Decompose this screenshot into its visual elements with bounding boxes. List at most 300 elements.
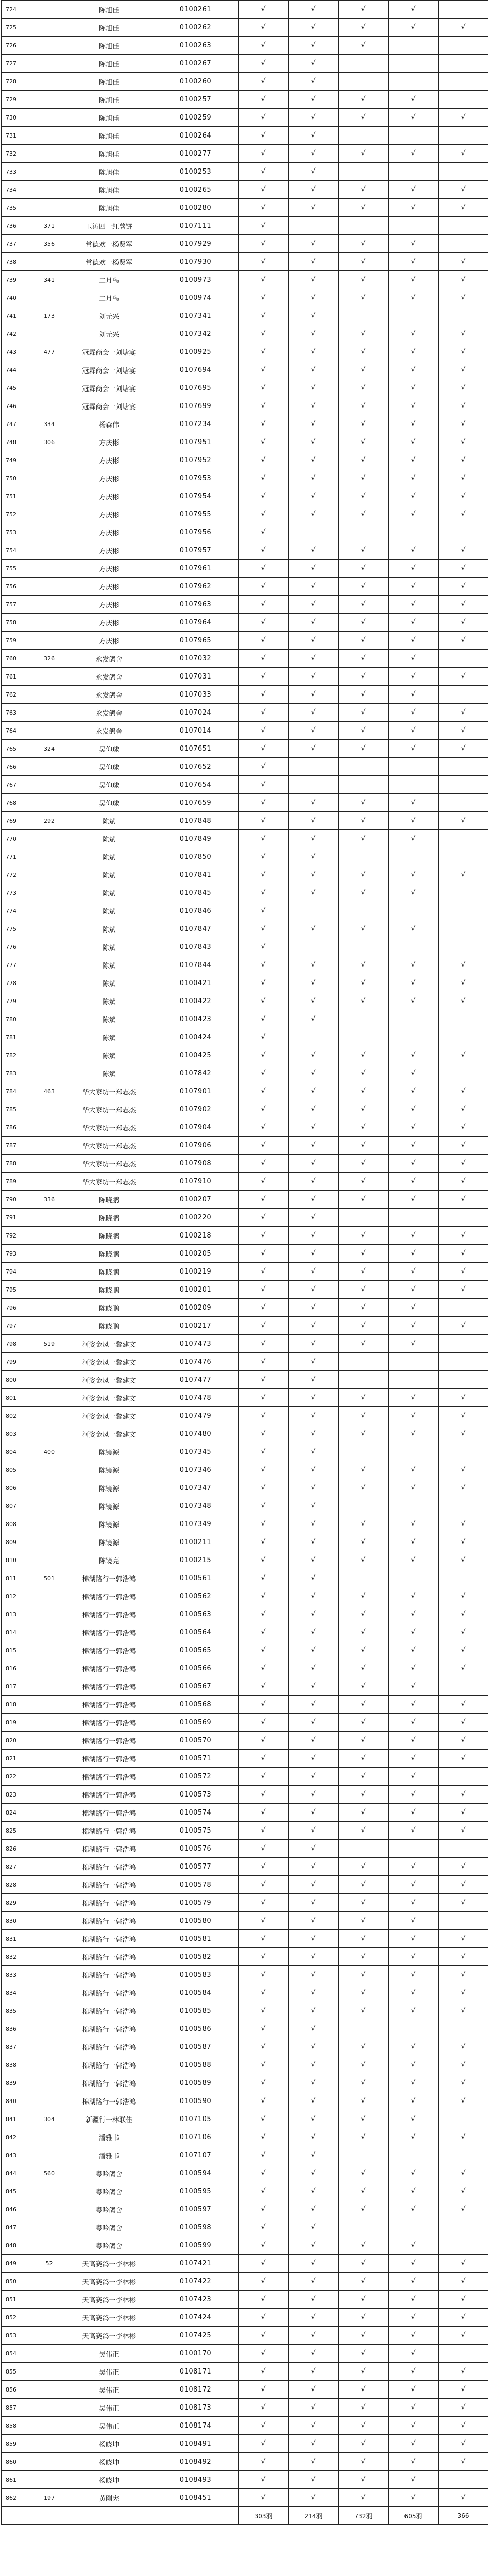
table-row bbox=[2, 2092, 488, 2110]
check-mark-cell: √ bbox=[289, 145, 339, 163]
check-mark-cell bbox=[339, 1443, 389, 1461]
check-mark-cell: √ bbox=[439, 1894, 488, 1912]
table-row bbox=[2, 2345, 488, 2363]
row-number: 747 bbox=[2, 415, 33, 433]
row-number: 788 bbox=[2, 1155, 33, 1173]
table-row bbox=[2, 1100, 488, 1118]
owner-name: 陈镜源 bbox=[65, 1461, 153, 1479]
row-number: 831 bbox=[2, 1930, 33, 1948]
check-mark-cell: √ bbox=[389, 920, 439, 938]
check-mark-cell: √ bbox=[389, 2200, 439, 2218]
ring-code: 0100573 bbox=[153, 1786, 239, 1804]
check-mark-cell: √ bbox=[289, 1173, 339, 1191]
check-mark-cell: √ bbox=[289, 1371, 339, 1389]
check-mark-cell: √ bbox=[239, 794, 289, 812]
check-mark-cell: √ bbox=[289, 1930, 339, 1948]
ring-code: 0107961 bbox=[153, 560, 239, 578]
owner-name: 方庆彬 bbox=[65, 541, 153, 560]
check-mark-cell: √ bbox=[439, 2381, 488, 2399]
check-mark-cell: √ bbox=[289, 2381, 339, 2399]
table-row bbox=[2, 1858, 488, 1876]
check-mark-cell bbox=[439, 73, 488, 91]
check-mark-cell bbox=[289, 217, 339, 235]
check-mark-cell: √ bbox=[439, 560, 488, 578]
table-row bbox=[2, 614, 488, 632]
table-row bbox=[2, 830, 488, 848]
group-number bbox=[33, 1299, 65, 1317]
owner-name: 粤吟鸽舍 bbox=[65, 2182, 153, 2200]
owner-name: 永发鸽舍 bbox=[65, 668, 153, 686]
owner-name: 天高赛鸽一李林彬 bbox=[65, 2291, 153, 2309]
group-number bbox=[33, 2327, 65, 2345]
row-number: 743 bbox=[2, 343, 33, 361]
check-mark-cell: √ bbox=[439, 812, 488, 830]
check-mark-cell bbox=[439, 830, 488, 848]
check-mark-cell: √ bbox=[289, 2453, 339, 2471]
check-mark-cell bbox=[339, 523, 389, 541]
check-mark-cell bbox=[439, 650, 488, 668]
check-mark-cell: √ bbox=[239, 1515, 289, 1533]
ring-code: 0107652 bbox=[153, 758, 239, 776]
check-mark-cell bbox=[339, 758, 389, 776]
check-mark-cell: √ bbox=[389, 812, 439, 830]
check-mark-cell: √ bbox=[289, 632, 339, 650]
check-mark-cell: √ bbox=[239, 1984, 289, 2002]
group-number bbox=[33, 163, 65, 181]
group-number bbox=[33, 2002, 65, 2020]
check-mark-cell: √ bbox=[439, 109, 488, 127]
check-mark-cell: √ bbox=[289, 794, 339, 812]
ring-code: 0107111 bbox=[153, 217, 239, 235]
check-mark-cell: √ bbox=[339, 1641, 389, 1659]
ring-code: 0107957 bbox=[153, 541, 239, 560]
row-number: 853 bbox=[2, 2327, 33, 2345]
ring-code: 0100207 bbox=[153, 1191, 239, 1209]
check-mark-cell: √ bbox=[289, 289, 339, 307]
check-mark-cell: √ bbox=[389, 1768, 439, 1786]
check-mark-cell: √ bbox=[289, 650, 339, 668]
ring-code: 0107965 bbox=[153, 632, 239, 650]
ring-code: 0107651 bbox=[153, 740, 239, 758]
ring-code: 0107849 bbox=[153, 830, 239, 848]
owner-name: 华大家坊一郑志杰 bbox=[65, 1100, 153, 1118]
check-mark-cell: √ bbox=[339, 1930, 389, 1948]
owner-name: 华大家坊一郑志杰 bbox=[65, 1082, 153, 1100]
group-number: 336 bbox=[33, 1191, 65, 1209]
owner-name: 方庆彬 bbox=[65, 578, 153, 596]
group-number bbox=[33, 361, 65, 379]
check-mark-cell bbox=[289, 1028, 339, 1046]
check-mark-cell: √ bbox=[289, 253, 339, 271]
check-mark-cell: √ bbox=[339, 1245, 389, 1263]
table-row bbox=[2, 1425, 488, 1443]
row-number: 837 bbox=[2, 2038, 33, 2056]
ring-code: 0100259 bbox=[153, 109, 239, 127]
roster-table-body bbox=[2, 1, 488, 2525]
check-mark-cell: √ bbox=[389, 2182, 439, 2200]
owner-name: 方庆彬 bbox=[65, 469, 153, 487]
check-mark-cell: √ bbox=[289, 1515, 339, 1533]
check-mark-cell: √ bbox=[439, 1317, 488, 1335]
ring-code: 0100595 bbox=[153, 2182, 239, 2200]
check-mark-cell bbox=[389, 1569, 439, 1587]
ring-code: 0107421 bbox=[153, 2255, 239, 2273]
check-mark-cell: √ bbox=[289, 37, 339, 55]
ring-code: 0107341 bbox=[153, 307, 239, 325]
row-number: 745 bbox=[2, 379, 33, 397]
check-mark-cell: √ bbox=[239, 2074, 289, 2092]
table-row bbox=[2, 992, 488, 1010]
ring-code: 0107906 bbox=[153, 1137, 239, 1155]
row-number: 782 bbox=[2, 1046, 33, 1064]
check-mark-cell: √ bbox=[289, 505, 339, 523]
table-row bbox=[2, 109, 488, 127]
row-number: 726 bbox=[2, 37, 33, 55]
group-number bbox=[33, 614, 65, 632]
group-number bbox=[33, 938, 65, 956]
ring-code: 0107480 bbox=[153, 1425, 239, 1443]
group-number bbox=[33, 253, 65, 271]
check-mark-cell: √ bbox=[289, 1948, 339, 1966]
check-mark-cell: √ bbox=[439, 1425, 488, 1443]
row-number: 816 bbox=[2, 1659, 33, 1677]
group-number bbox=[33, 1714, 65, 1732]
check-mark-cell bbox=[339, 902, 389, 920]
ring-code: 0100590 bbox=[153, 2092, 239, 2110]
ring-code: 0100170 bbox=[153, 2345, 239, 2363]
check-mark-cell: √ bbox=[289, 19, 339, 37]
owner-name: 方庆彬 bbox=[65, 614, 153, 632]
owner-name: 二月鸟 bbox=[65, 289, 153, 307]
owner-name: 方庆彬 bbox=[65, 487, 153, 505]
check-mark-cell bbox=[389, 1010, 439, 1028]
table-row bbox=[2, 776, 488, 794]
row-number: 848 bbox=[2, 2236, 33, 2255]
ring-code: 0100581 bbox=[153, 1930, 239, 1948]
group-number: 477 bbox=[33, 343, 65, 361]
check-mark-cell: √ bbox=[439, 1137, 488, 1155]
empty-cell bbox=[153, 2507, 239, 2525]
group-number bbox=[33, 1659, 65, 1677]
row-number: 854 bbox=[2, 2345, 33, 2363]
check-mark-cell: √ bbox=[389, 1948, 439, 1966]
ring-code: 0100424 bbox=[153, 1028, 239, 1046]
check-mark-cell: √ bbox=[289, 1714, 339, 1732]
check-mark-cell: √ bbox=[339, 1515, 389, 1533]
check-mark-cell: √ bbox=[239, 704, 289, 722]
row-number: 734 bbox=[2, 181, 33, 199]
check-mark-cell: √ bbox=[239, 1497, 289, 1515]
check-mark-cell: √ bbox=[239, 433, 289, 451]
check-mark-cell: √ bbox=[339, 2200, 389, 2218]
ring-code: 0108492 bbox=[153, 2453, 239, 2471]
group-number: 173 bbox=[33, 307, 65, 325]
check-mark-cell: √ bbox=[339, 2002, 389, 2020]
check-mark-cell bbox=[439, 1028, 488, 1046]
owner-name: 陈镜亮 bbox=[65, 1551, 153, 1569]
group-number bbox=[33, 596, 65, 614]
group-number bbox=[33, 884, 65, 902]
row-number: 733 bbox=[2, 163, 33, 181]
check-mark-cell: √ bbox=[439, 145, 488, 163]
check-mark-cell: √ bbox=[289, 2435, 339, 2453]
owner-name: 陈旭佳 bbox=[65, 73, 153, 91]
check-mark-cell: √ bbox=[239, 505, 289, 523]
check-mark-cell: √ bbox=[289, 1335, 339, 1353]
group-number bbox=[33, 848, 65, 866]
check-mark-cell: √ bbox=[389, 1515, 439, 1533]
check-mark-cell: √ bbox=[339, 1948, 389, 1966]
row-number: 824 bbox=[2, 1804, 33, 1822]
check-mark-cell: √ bbox=[289, 848, 339, 866]
ring-code: 0107424 bbox=[153, 2309, 239, 2327]
group-number bbox=[33, 2146, 65, 2164]
table-row bbox=[2, 37, 488, 55]
check-mark-cell bbox=[439, 1335, 488, 1353]
owner-name: 陈斌 bbox=[65, 1046, 153, 1064]
check-mark-cell bbox=[289, 758, 339, 776]
check-mark-cell: √ bbox=[239, 1840, 289, 1858]
check-mark-cell: √ bbox=[389, 668, 439, 686]
group-number: 197 bbox=[33, 2489, 65, 2507]
ring-code: 0100220 bbox=[153, 1209, 239, 1227]
check-mark-cell bbox=[389, 217, 439, 235]
table-row bbox=[2, 722, 488, 740]
table-row bbox=[2, 866, 488, 884]
row-number: 842 bbox=[2, 2128, 33, 2146]
owner-name: 陈斌 bbox=[65, 920, 153, 938]
check-mark-cell: √ bbox=[389, 2417, 439, 2435]
check-mark-cell bbox=[389, 73, 439, 91]
owner-name: 刘元兴 bbox=[65, 307, 153, 325]
check-mark-cell: √ bbox=[339, 379, 389, 397]
check-mark-cell: √ bbox=[289, 1227, 339, 1245]
check-mark-cell: √ bbox=[389, 614, 439, 632]
check-mark-cell: √ bbox=[389, 1064, 439, 1082]
check-mark-cell: √ bbox=[339, 1299, 389, 1317]
row-number: 739 bbox=[2, 271, 33, 289]
row-number: 789 bbox=[2, 1173, 33, 1191]
check-mark-cell: √ bbox=[239, 2489, 289, 2507]
ring-code: 0107841 bbox=[153, 866, 239, 884]
row-number: 840 bbox=[2, 2092, 33, 2110]
check-mark-cell: √ bbox=[339, 1335, 389, 1353]
check-mark-cell: √ bbox=[339, 289, 389, 307]
check-mark-cell: √ bbox=[389, 2092, 439, 2110]
check-mark-cell: √ bbox=[439, 271, 488, 289]
check-mark-cell: √ bbox=[239, 1245, 289, 1263]
owner-name: 吴仰球 bbox=[65, 794, 153, 812]
group-number bbox=[33, 1677, 65, 1696]
check-mark-cell: √ bbox=[339, 974, 389, 992]
ring-code: 0107845 bbox=[153, 884, 239, 902]
check-mark-cell bbox=[339, 1028, 389, 1046]
check-mark-cell bbox=[339, 2218, 389, 2236]
table-row bbox=[2, 379, 488, 397]
check-mark-cell bbox=[439, 235, 488, 253]
check-mark-cell: √ bbox=[289, 541, 339, 560]
owner-name: 棉湖路行一郭浩鸿 bbox=[65, 1587, 153, 1605]
check-mark-cell bbox=[289, 776, 339, 794]
check-mark-cell: √ bbox=[439, 1461, 488, 1479]
check-mark-cell: √ bbox=[239, 2327, 289, 2345]
check-mark-cell: √ bbox=[239, 1786, 289, 1804]
check-mark-cell: √ bbox=[239, 866, 289, 884]
roster-table bbox=[1, 0, 488, 2525]
owner-name: 陈斌 bbox=[65, 902, 153, 920]
check-mark-cell: √ bbox=[439, 1515, 488, 1533]
check-mark-cell bbox=[439, 217, 488, 235]
group-number bbox=[33, 487, 65, 505]
check-mark-cell: √ bbox=[339, 2236, 389, 2255]
check-mark-cell bbox=[439, 1497, 488, 1515]
check-mark-cell: √ bbox=[239, 2363, 289, 2381]
ring-code: 0100599 bbox=[153, 2236, 239, 2255]
check-mark-cell: √ bbox=[389, 956, 439, 974]
check-mark-cell: √ bbox=[289, 830, 339, 848]
check-mark-cell: √ bbox=[339, 1732, 389, 1750]
group-number bbox=[33, 776, 65, 794]
owner-name: 吴仰球 bbox=[65, 776, 153, 794]
row-number: 820 bbox=[2, 1732, 33, 1750]
check-mark-cell bbox=[389, 523, 439, 541]
group-number bbox=[33, 1840, 65, 1858]
check-mark-cell: √ bbox=[339, 668, 389, 686]
table-row bbox=[2, 1479, 488, 1497]
table-row bbox=[2, 253, 488, 271]
check-mark-cell: √ bbox=[339, 2056, 389, 2074]
owner-name: 天高赛鸽一李林彬 bbox=[65, 2273, 153, 2291]
owner-name: 棉湖路行一郭浩鸿 bbox=[65, 1912, 153, 1930]
check-mark-cell: √ bbox=[289, 1263, 339, 1281]
ring-code: 0100566 bbox=[153, 1659, 239, 1677]
row-number: 847 bbox=[2, 2218, 33, 2236]
row-number: 862 bbox=[2, 2489, 33, 2507]
table-row bbox=[2, 1137, 488, 1155]
group-number bbox=[33, 2381, 65, 2399]
table-row bbox=[2, 758, 488, 776]
owner-name: 陈旭佳 bbox=[65, 37, 153, 55]
owner-name: 陈斌 bbox=[65, 1028, 153, 1046]
check-mark-cell: √ bbox=[339, 1605, 389, 1623]
check-mark-cell: √ bbox=[389, 541, 439, 560]
check-mark-cell: √ bbox=[239, 812, 289, 830]
check-mark-cell: √ bbox=[339, 1155, 389, 1173]
table-row bbox=[2, 1, 488, 19]
check-mark-cell: √ bbox=[439, 2002, 488, 2020]
owner-name: 吴伟正 bbox=[65, 2399, 153, 2417]
table-row bbox=[2, 181, 488, 199]
ring-code: 0100597 bbox=[153, 2200, 239, 2218]
check-mark-cell: √ bbox=[239, 1082, 289, 1100]
owner-name: 棉湖路行一郭浩鸿 bbox=[65, 1786, 153, 1804]
ring-code: 0107032 bbox=[153, 650, 239, 668]
check-mark-cell: √ bbox=[439, 19, 488, 37]
group-number bbox=[33, 523, 65, 541]
check-mark-cell: √ bbox=[439, 361, 488, 379]
check-mark-cell: √ bbox=[439, 1966, 488, 1984]
owner-name: 方庆彬 bbox=[65, 523, 153, 541]
check-mark-cell: √ bbox=[389, 2236, 439, 2255]
check-mark-cell: √ bbox=[389, 505, 439, 523]
owner-name: 陈旭佳 bbox=[65, 91, 153, 109]
table-row bbox=[2, 235, 488, 253]
total-count: 605羽 bbox=[389, 2507, 439, 2525]
owner-name: 河姿金凤一黎建文 bbox=[65, 1353, 153, 1371]
table-row bbox=[2, 487, 488, 505]
check-mark-cell: √ bbox=[239, 1407, 289, 1425]
check-mark-cell bbox=[439, 776, 488, 794]
group-number bbox=[33, 127, 65, 145]
check-mark-cell: √ bbox=[239, 2255, 289, 2273]
check-mark-cell: √ bbox=[289, 920, 339, 938]
row-number: 750 bbox=[2, 469, 33, 487]
owner-name: 陈镜源 bbox=[65, 1533, 153, 1551]
ring-code: 0108493 bbox=[153, 2471, 239, 2489]
check-mark-cell: √ bbox=[389, 1155, 439, 1173]
check-mark-cell: √ bbox=[289, 1425, 339, 1443]
check-mark-cell: √ bbox=[339, 2327, 389, 2345]
table-row bbox=[2, 1641, 488, 1659]
owner-name: 吴伟正 bbox=[65, 2381, 153, 2399]
check-mark-cell: √ bbox=[389, 2038, 439, 2056]
group-number bbox=[33, 1786, 65, 1804]
check-mark-cell: √ bbox=[439, 1281, 488, 1299]
check-mark-cell: √ bbox=[339, 109, 389, 127]
row-number: 766 bbox=[2, 758, 33, 776]
check-mark-cell: √ bbox=[339, 1082, 389, 1100]
check-mark-cell: √ bbox=[239, 1209, 289, 1227]
ring-code: 0100578 bbox=[153, 1876, 239, 1894]
check-mark-cell: √ bbox=[289, 1840, 339, 1858]
check-mark-cell: √ bbox=[289, 1479, 339, 1497]
ring-code: 0107910 bbox=[153, 1173, 239, 1191]
table-row bbox=[2, 2435, 488, 2453]
ring-code: 0100267 bbox=[153, 55, 239, 73]
ring-code: 0107951 bbox=[153, 433, 239, 451]
check-mark-cell: √ bbox=[289, 1118, 339, 1137]
check-mark-cell: √ bbox=[389, 2002, 439, 2020]
table-row bbox=[2, 199, 488, 217]
check-mark-cell: √ bbox=[289, 1064, 339, 1082]
group-number bbox=[33, 325, 65, 343]
ring-code: 0107901 bbox=[153, 1082, 239, 1100]
row-number: 817 bbox=[2, 1677, 33, 1696]
row-number: 791 bbox=[2, 1209, 33, 1227]
owner-name: 棉湖路行一郭浩鸿 bbox=[65, 1696, 153, 1714]
check-mark-cell bbox=[289, 938, 339, 956]
table-row bbox=[2, 2273, 488, 2291]
row-number: 827 bbox=[2, 1858, 33, 1876]
group-number bbox=[33, 758, 65, 776]
check-mark-cell: √ bbox=[339, 541, 389, 560]
check-mark-cell: √ bbox=[439, 379, 488, 397]
check-mark-cell: √ bbox=[439, 1263, 488, 1281]
check-mark-cell: √ bbox=[389, 451, 439, 469]
check-mark-cell: √ bbox=[439, 2056, 488, 2074]
check-mark-cell: √ bbox=[289, 127, 339, 145]
check-mark-cell: √ bbox=[239, 1533, 289, 1551]
check-mark-cell: √ bbox=[239, 343, 289, 361]
group-number bbox=[33, 1551, 65, 1569]
table-row bbox=[2, 2471, 488, 2489]
owner-name: 黄刚宪 bbox=[65, 2489, 153, 2507]
owner-name: 粤吟鸽舍 bbox=[65, 2218, 153, 2236]
check-mark-cell: √ bbox=[289, 1587, 339, 1605]
check-mark-cell: √ bbox=[439, 704, 488, 722]
group-number bbox=[33, 2309, 65, 2327]
check-mark-cell: √ bbox=[389, 1082, 439, 1100]
